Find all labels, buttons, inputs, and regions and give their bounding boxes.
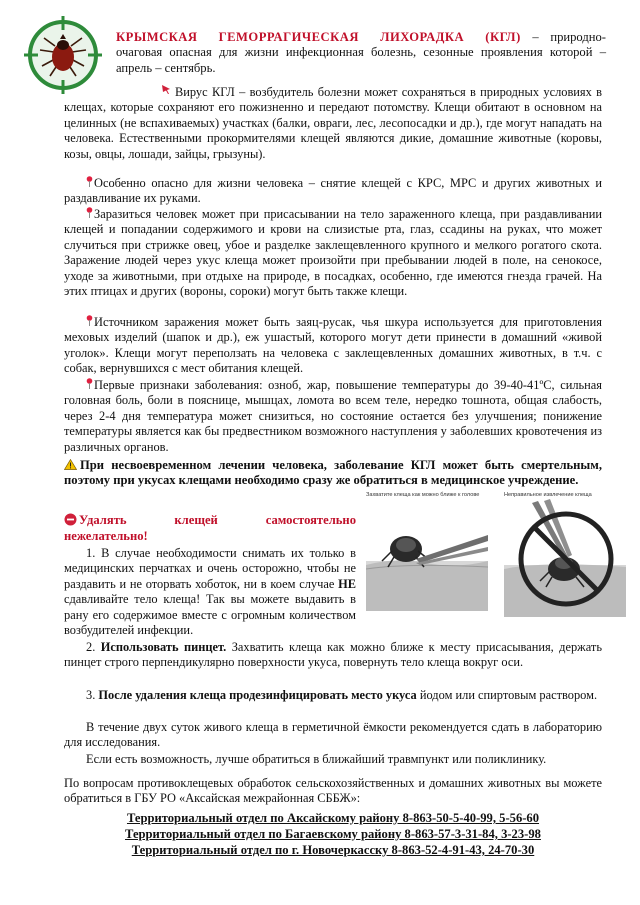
virus-paragraph: Вирус КГЛ – возбудитель болезни может сохраняться в природных условиях в клещах, которые сохраняют его пожизненно и передают потомству. Клещи обитают в основном на целинных (не вспахиваемых) участках (балки, овраги, лес, лесопосадки и др.), где могут нападать на человека. Естественными прокормителями клещей являются дикие, домашние животные (коровы, козы, овцы, лошади, зайцы, грызуны). <box>64 85 602 161</box>
symptoms-paragraph: Первые признаки заболевания: озноб, жар, повышение температуры до 39-40-41ºС, сильная головная боль, боли в пояснице, мышцах, ломота во всем теле, нередко тошнота, общая слабость, через 2-4 дня температура может снизиться, но состояние остается без улучшения; понижение температуры является как бы предвестником возможного наступления у заболевших кровотечения из различных органов. <box>64 378 602 454</box>
contacts-intro: По вопросам противоклещевых обработок сельскохозяйственных и домашних животных вы можете обратиться в ГБУ РО «Аксайская межрайонная СББЖ»: <box>64 776 602 806</box>
photo-left-caption: Захватите клеща как можно ближе к голове <box>366 492 480 498</box>
warning-icon <box>64 459 77 470</box>
tick-wrong-illustration <box>504 499 626 617</box>
photo-correct-removal <box>366 492 488 624</box>
tick-tweezers-illustration <box>366 499 488 611</box>
warning-paragraph: При несвоевременном лечении человека, заболевание КГЛ может быть смертельным, поэтому при укусах клещами необходимо сразу же обратиться в медицинское учреждение. <box>64 458 602 488</box>
stop-icon <box>64 513 77 526</box>
photo-wrong-removal <box>504 492 626 624</box>
removal-step-3: 3. После удаления клеща продезинфицировать место укуса йодом или спиртовым раствором. <box>86 688 598 702</box>
infection-paragraph: Заразиться человек может при присасывании на тело зараженного клеща, при раздавливании клещей и попадании содержимого и крови на слизистые рта, глаз, ссадины на руках, что может случиться при стрижке овец, убое и разделке заклещевленного крупного и мелкого рогатого скота. Заражение людей через укус клеща может произойти при пребывании людей в поле, на сенокосе, уходе за животными, при отдыхе на природе, в посадках, особенно, где имеются гнезда грачей. На этих птицах и других (вороны, сороки) могут быть также клещи. <box>64 207 602 299</box>
lab-paragraph: В течение двух суток живого клеща в герметичной ёмкости рекомендуется сдать в лабораторию для исследования. <box>64 720 602 750</box>
removal-step-1: 1. В случае необходимости снимать их только в медицинских перчатках и очень осторожно, чтобы не раздавить и не оторвать хоботок, ни в коем случае НЕ сдавливайте тело клеща! Так вы можете выдавить в рану его содержимое вместе с огромным количеством возбудителей инфекции. <box>64 546 356 638</box>
removal-heading: Удалять клещей самостоятельно <box>64 512 356 528</box>
source-paragraph: Источником заражения может быть заяц-русак, чья шкура используется для приготовления меховых изделий (шапок и др.), еж ушастый, которого могут дети принести в домашний «живой уголок». Клещи могут переползать на человека с заклещевленных домашних животных, в т.ч. с собак, вернувшихся с мест обитания клещей. <box>64 315 602 376</box>
title-block <box>116 30 606 76</box>
pin-icon <box>86 315 93 326</box>
clinic-paragraph: Если есть возможность, лучше обратиться в ближайший травмпункт или поликлинику. <box>86 752 547 766</box>
danger-paragraph: Особенно опасно для жизни человека – снятие клещей с КРС, МРС и других животных и раздавливание их руками. <box>64 176 602 206</box>
contact-line-bagaevsky: Территориальный отдел по Багаевскому району 8-863-57-3-31-84, 3-23-98 <box>125 827 541 841</box>
removal-step-2: 2. Использовать пинцет. Захватить клеща как можно ближе к месту присасывания, держать пинцет строго перпендикулярно поверхности укуса, повернуть тело клеща вокруг оси. <box>64 640 602 670</box>
pin-icon <box>86 176 93 187</box>
page-title: КРЫМСКАЯ ГЕМОРРАГИЧЕСКАЯ ЛИХОРАДКА (КГЛ) <box>116 30 521 44</box>
photo-right-caption: Неправильное извлечение клеща <box>504 492 592 498</box>
contact-line-novocherkassk: Территориальный отдел по г. Новочеркасску 8-863-52-4-91-43, 24-70-30 <box>131 843 535 857</box>
pin-icon <box>86 207 93 218</box>
page-subtitle: – природно-очаговая опасная для жизни инфекционная болезнь, сезонные проявления которой – апрель – сентябрь. <box>116 30 607 75</box>
contact-line-aksay: Территориальный отдел по Аксайскому району 8-863-50-5-40-99, 5-56-60 <box>126 811 540 825</box>
pin-icon <box>86 378 93 389</box>
removal-heading-line2: нежелательно! <box>64 529 148 543</box>
pushpin-icon <box>160 84 172 95</box>
